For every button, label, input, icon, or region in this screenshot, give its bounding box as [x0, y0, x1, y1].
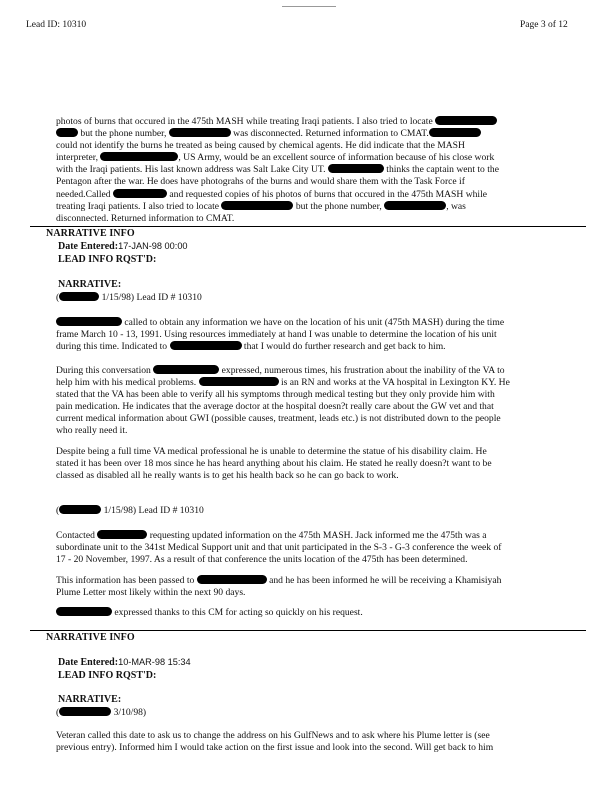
redaction-block [59, 505, 101, 514]
text-line: called to obtain any information we have on the location of his unit (475th MASH) during the time [56, 317, 586, 329]
text-line: needed.Called and requested copies of his photos of burns that occured in the 475th MASH while [56, 188, 488, 200]
text-line: subordinate unit to the 341st Medical Support unit and that unit participated in the S-3 - G-3 conference the week of [56, 542, 502, 554]
text-line: During this conversation expressed, numerous times, his frustration about the inability of the VA to [56, 365, 505, 376]
date-value: 17-JAN-98 00:00 [118, 241, 188, 251]
paragraph-location [56, 317, 586, 353]
narrative-entry-header: ( 1/15/98) Lead ID # 10310 [56, 505, 204, 516]
text-line: 17 - 20 November, 1997. As a result of that conference the units location of the 475th has been determined. [56, 554, 468, 566]
text-line: frame March 10 - 13, 1991. Using resources immediately at hand I was unable to determine the location of his unit [56, 329, 497, 341]
redaction-block [100, 152, 178, 161]
text-line: stated it has been over 18 mos since he has heard anything about his claim. He stated he really doesn?t want to be [56, 458, 492, 470]
text-line: previous entry). Informed him I would take action on the first issue and look into the second. Will get back to him [56, 742, 494, 754]
paragraph-frustration [56, 365, 586, 438]
section-title: NARRATIVE INFO [46, 228, 135, 239]
paragraph-disability [56, 446, 586, 482]
redaction-block [169, 128, 231, 137]
paragraph-veteran-called [56, 730, 586, 754]
date-label: Date Entered: [58, 657, 119, 668]
top-divider [282, 6, 336, 7]
paragraph-contacted [56, 530, 586, 566]
text-line: Despite being a full time VA medical professional he is unable to determine the statue of his disability claim. He [56, 446, 487, 457]
redaction-block [435, 116, 497, 125]
redaction-block [97, 530, 147, 539]
redaction-block [59, 707, 111, 716]
redaction-block [56, 128, 78, 137]
text-line: Plume Letter most likely within the next 90 days. [56, 587, 246, 599]
narrative-entry-header: ( 3/10/98) [56, 707, 147, 718]
text-line: but the phone number, was disconnected. Returned information to CMAT. [56, 128, 586, 140]
narrative-label: NARRATIVE: [58, 279, 122, 290]
date-value: 10-MAR-98 15:34 [118, 657, 191, 667]
text-line: Contacted requesting updated information on the 475th MASH. Jack informed me the 475th was a [56, 530, 487, 541]
text-line: current medical information about GWI (possible causes, treatment, leads etc.) is not distributed down to the people [56, 413, 501, 425]
text-line: who really need it. [56, 425, 128, 437]
text-line: Pentagon after the war. He does have photograhs of the burns and would share them with the Task Force if [56, 176, 465, 188]
section-divider [30, 630, 586, 631]
redaction-block [56, 317, 122, 326]
text-line: Veteran called this date to ask us to change the address on his GulfNews and to ask where his Plume letter is (see [56, 730, 490, 741]
text-line: help him with his medical problems. is an RN and works at the VA hospital in Lexington KY. He [56, 377, 510, 389]
redaction-block [113, 189, 167, 198]
redaction-block [153, 365, 219, 374]
section-title: NARRATIVE INFO [46, 632, 135, 643]
paragraph-photos [56, 116, 586, 225]
paragraph-passed [56, 575, 586, 599]
page-number: Page 3 of 12 [520, 20, 568, 30]
text-line: This information has been passed to and he has been informed he will be receiving a Khamisiyah [56, 575, 502, 586]
redaction-block [384, 201, 446, 210]
date-entered [58, 240, 188, 253]
redaction-block [429, 128, 481, 137]
redaction-block [221, 201, 293, 210]
text-line: photos of burns that occured in the 475th MASH while treating Iraqi patients. I also tried to locate [56, 116, 586, 128]
text-line: during this time. Indicated to that I would do further research and get back to him. [56, 341, 446, 353]
paragraph-thanks [56, 607, 586, 619]
text-line: disconnected. Returned information to CMAT. [56, 212, 235, 224]
text-line: pain medication. He indicates that the average doctor at the hospital doesn?t really care about the GW vet and that [56, 401, 494, 413]
text-line: treating Iraqi patients. I also tried to locate but the phone number, , was [56, 200, 466, 212]
text-line: with the Iraqi patients. His last known address was Salt Lake City UT. thinks the captain went to the [56, 164, 499, 176]
date-label: Date Entered: [58, 241, 119, 252]
redaction-block [170, 341, 242, 350]
lead-info-rqstd: LEAD INFO RQST'D: [58, 670, 157, 681]
redaction-block [59, 292, 99, 301]
text-line: stated that the VA has been able to verify all his symptoms through medical testing but they only provide him with [56, 389, 495, 401]
redaction-block [328, 164, 384, 173]
narrative-label: NARRATIVE: [58, 694, 122, 705]
section-divider [30, 226, 586, 227]
lead-info-rqstd: LEAD INFO RQST'D: [58, 254, 157, 265]
date-entered [58, 656, 191, 669]
text-line: expressed thanks to this CM for acting so quickly on his request. [56, 607, 586, 619]
text-line: classed as disabled all he really wants is to get his health back so he can go back to work. [56, 470, 399, 482]
lead-id-header: Lead ID: 10310 [26, 20, 87, 30]
text-line: interpreter, , US Army, would be an excellent source of information because of his close work [56, 152, 495, 164]
narrative-entry-header: ( 1/15/98) Lead ID # 10310 [56, 292, 202, 303]
redaction-block [56, 607, 112, 616]
text-line: could not identify the burns he treated as being caused by chemical agents. He did indicate that the MASH [56, 140, 465, 152]
redaction-block [199, 377, 279, 386]
redaction-block [197, 575, 267, 584]
